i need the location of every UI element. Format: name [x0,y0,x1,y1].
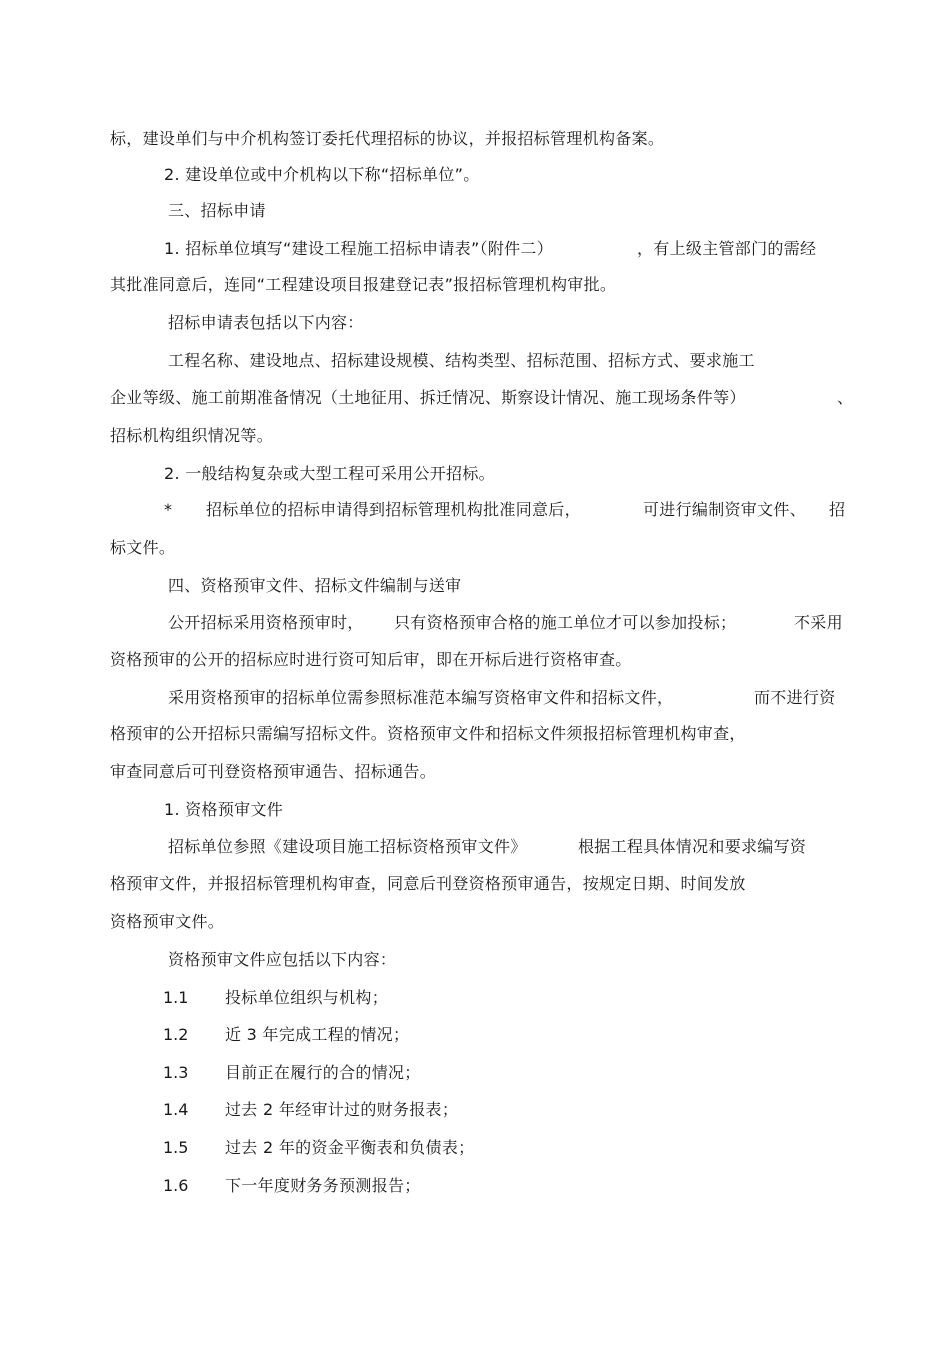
text-line: 格预审的公开招标只需编写招标文件。资格预审文件和招标文件须报招标管理机构审查， [110,724,746,743]
text-line: 采用资格预审的招标单位需参照标准范本编写资格审文件和招标文件， [168,688,674,707]
item-number: 1.1 [163,988,189,1007]
text-line: 招标单位参照《建设项目施工招标资格预审文件》 [168,837,527,856]
text-line: 审查同意后可刊登资格预审通告、招标通告。 [110,762,437,781]
text-line: 2. 建设单位或中介机构以下称“招标单位”。 [164,165,480,184]
item-text: 投标单位组织与机构； [225,988,389,1007]
text-line: 1. 招标单位填写“建设工程施工招标申请表”（附件二） [164,239,554,258]
text-line: 招标单位的招标申请得到招标管理机构批准同意后， [206,500,581,519]
item-text: 过去 2 年经审计过的财务报表； [225,1100,459,1119]
text-line: 不采用 [794,613,843,632]
item-text: 目前正在履行的合的情况； [225,1063,421,1082]
text-line: 标文件。 [110,538,176,557]
bullet-marker: * [164,500,173,519]
text-line: 招标申请表包括以下内容： [168,313,364,332]
text-line: 资格预审的公开的招标应时进行资可知后审，即在开标后进行资格审查。 [110,650,632,669]
item-number: 1.5 [163,1138,189,1157]
text-line: 标，建设单们与中介机构签订委托代理招标的协议，并报招标管理机构备案。 [110,129,665,148]
text-line: 根据工程具体情况和要求编写资 [578,837,807,856]
text-line: 其批准同意后，连同“工程建设项目报建登记表”报招标管理机构审批。 [110,275,617,294]
item-text: 过去 2 年的资金平衡表和负债表； [225,1138,475,1157]
text-line: 2. 一般结构复杂或大型工程可采用公开招标。 [164,464,495,483]
text-line: 、 [837,388,854,407]
section-heading: 三、招标申请 [168,201,266,220]
text-line: 招 [829,500,846,519]
item-text: 下一年度财务务预测报告； [225,1176,421,1195]
text-line: 而不进行资 [754,688,836,707]
item-number: 1.2 [163,1025,189,1044]
section-heading: 四、资格预审文件、招标文件编制与送审 [168,576,462,595]
text-line: 企业等级、施工前期准备情况（土地征用、拆迁情况、斯察设计情况、施工现场条件等） [110,388,746,407]
text-line: 只有资格预审合格的施工单位才可以参加投标； [394,613,737,632]
text-line: 公开招标采用资格预审时， [168,613,364,632]
item-number: 1.3 [163,1063,189,1082]
text-line: 招标机构组织情况等。 [110,426,274,445]
item-text: 近 3 年完成工程的情况； [225,1025,410,1044]
text-line: 资格预审文件。 [110,912,225,931]
text-line: 可进行编制资审文件、 [643,500,807,519]
text-line: 资格预审文件应包括以下内容： [168,950,397,969]
item-number: 1.4 [163,1100,189,1119]
item-number: 1.6 [163,1176,189,1195]
text-line: 工程名称、建设地点、招标建设规模、结构类型、招标范围、招标方式、要求施工 [168,351,755,370]
text-line: 格预审文件，并报招标管理机构审查，同意后刊登资格预审通告，按规定日期、时间发放 [110,874,746,893]
text-line: ，有上级主管部门的需经 [637,239,817,258]
subsection-heading: 1. 资格预审文件 [164,800,284,819]
